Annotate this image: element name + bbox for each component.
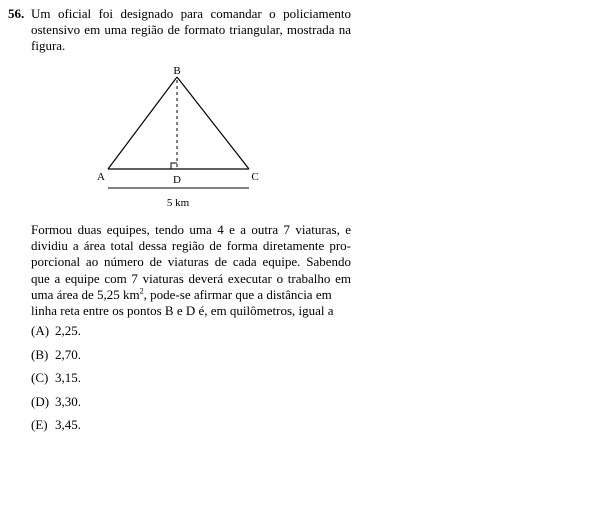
option-letter: (D) <box>31 393 50 409</box>
intro-line-2: ostensivo em uma região de formato triangular, mostrada na <box>31 22 351 38</box>
option-c[interactable] <box>31 370 81 394</box>
option-value: 3,45. <box>55 417 81 432</box>
body-line-3: porcional ao número de viaturas de cada equipe. Sabendo <box>31 254 351 270</box>
area-text-before: uma área de 5,25 km <box>31 286 140 302</box>
intro-line-3: figura. <box>31 38 66 54</box>
body-line-4: que a equipe com 7 viaturas deverá executar o trabalho em <box>31 270 351 286</box>
label-b: B <box>173 65 181 77</box>
body-line-1: Formou duas equipes, tendo uma 4 e a outra 7 viaturas, e <box>31 222 351 237</box>
option-b[interactable] <box>31 347 81 371</box>
right-angle-mark <box>171 163 177 169</box>
option-a[interactable] <box>31 323 81 347</box>
option-letter: (B) <box>31 346 49 362</box>
label-d: D <box>173 174 181 186</box>
option-value: 2,25. <box>55 323 81 338</box>
answer-options <box>31 323 81 441</box>
base-length-label: 5 km <box>166 197 190 209</box>
question-number: 56. <box>8 6 25 21</box>
option-e[interactable] <box>31 417 81 441</box>
option-value: 3,15. <box>55 370 81 385</box>
question-intro <box>31 6 351 55</box>
side-bc <box>177 77 249 169</box>
label-c: C <box>251 171 259 183</box>
option-letter: (A) <box>31 323 50 338</box>
question-body <box>31 222 351 319</box>
area-exponent: 2 <box>139 286 144 296</box>
body-line-2: dividiu a área total dessa região de forma diretamente pro- <box>31 238 351 254</box>
intro-line-1: Um oficial foi designado para comandar o policiamento <box>31 6 351 21</box>
option-letter: (C) <box>31 370 49 385</box>
option-value: 2,70. <box>55 346 81 362</box>
area-text-after: , pode-se afirmar que a distância em <box>143 286 332 302</box>
label-a: A <box>97 171 105 183</box>
body-line-area <box>31 287 351 303</box>
option-d[interactable] <box>31 394 81 418</box>
body-line-last: linha reta entre os pontos B e D é, em quilômetros, igual a <box>31 302 334 318</box>
option-letter: (E) <box>31 417 48 432</box>
option-value: 3,30. <box>55 393 81 409</box>
side-ab <box>108 77 177 169</box>
